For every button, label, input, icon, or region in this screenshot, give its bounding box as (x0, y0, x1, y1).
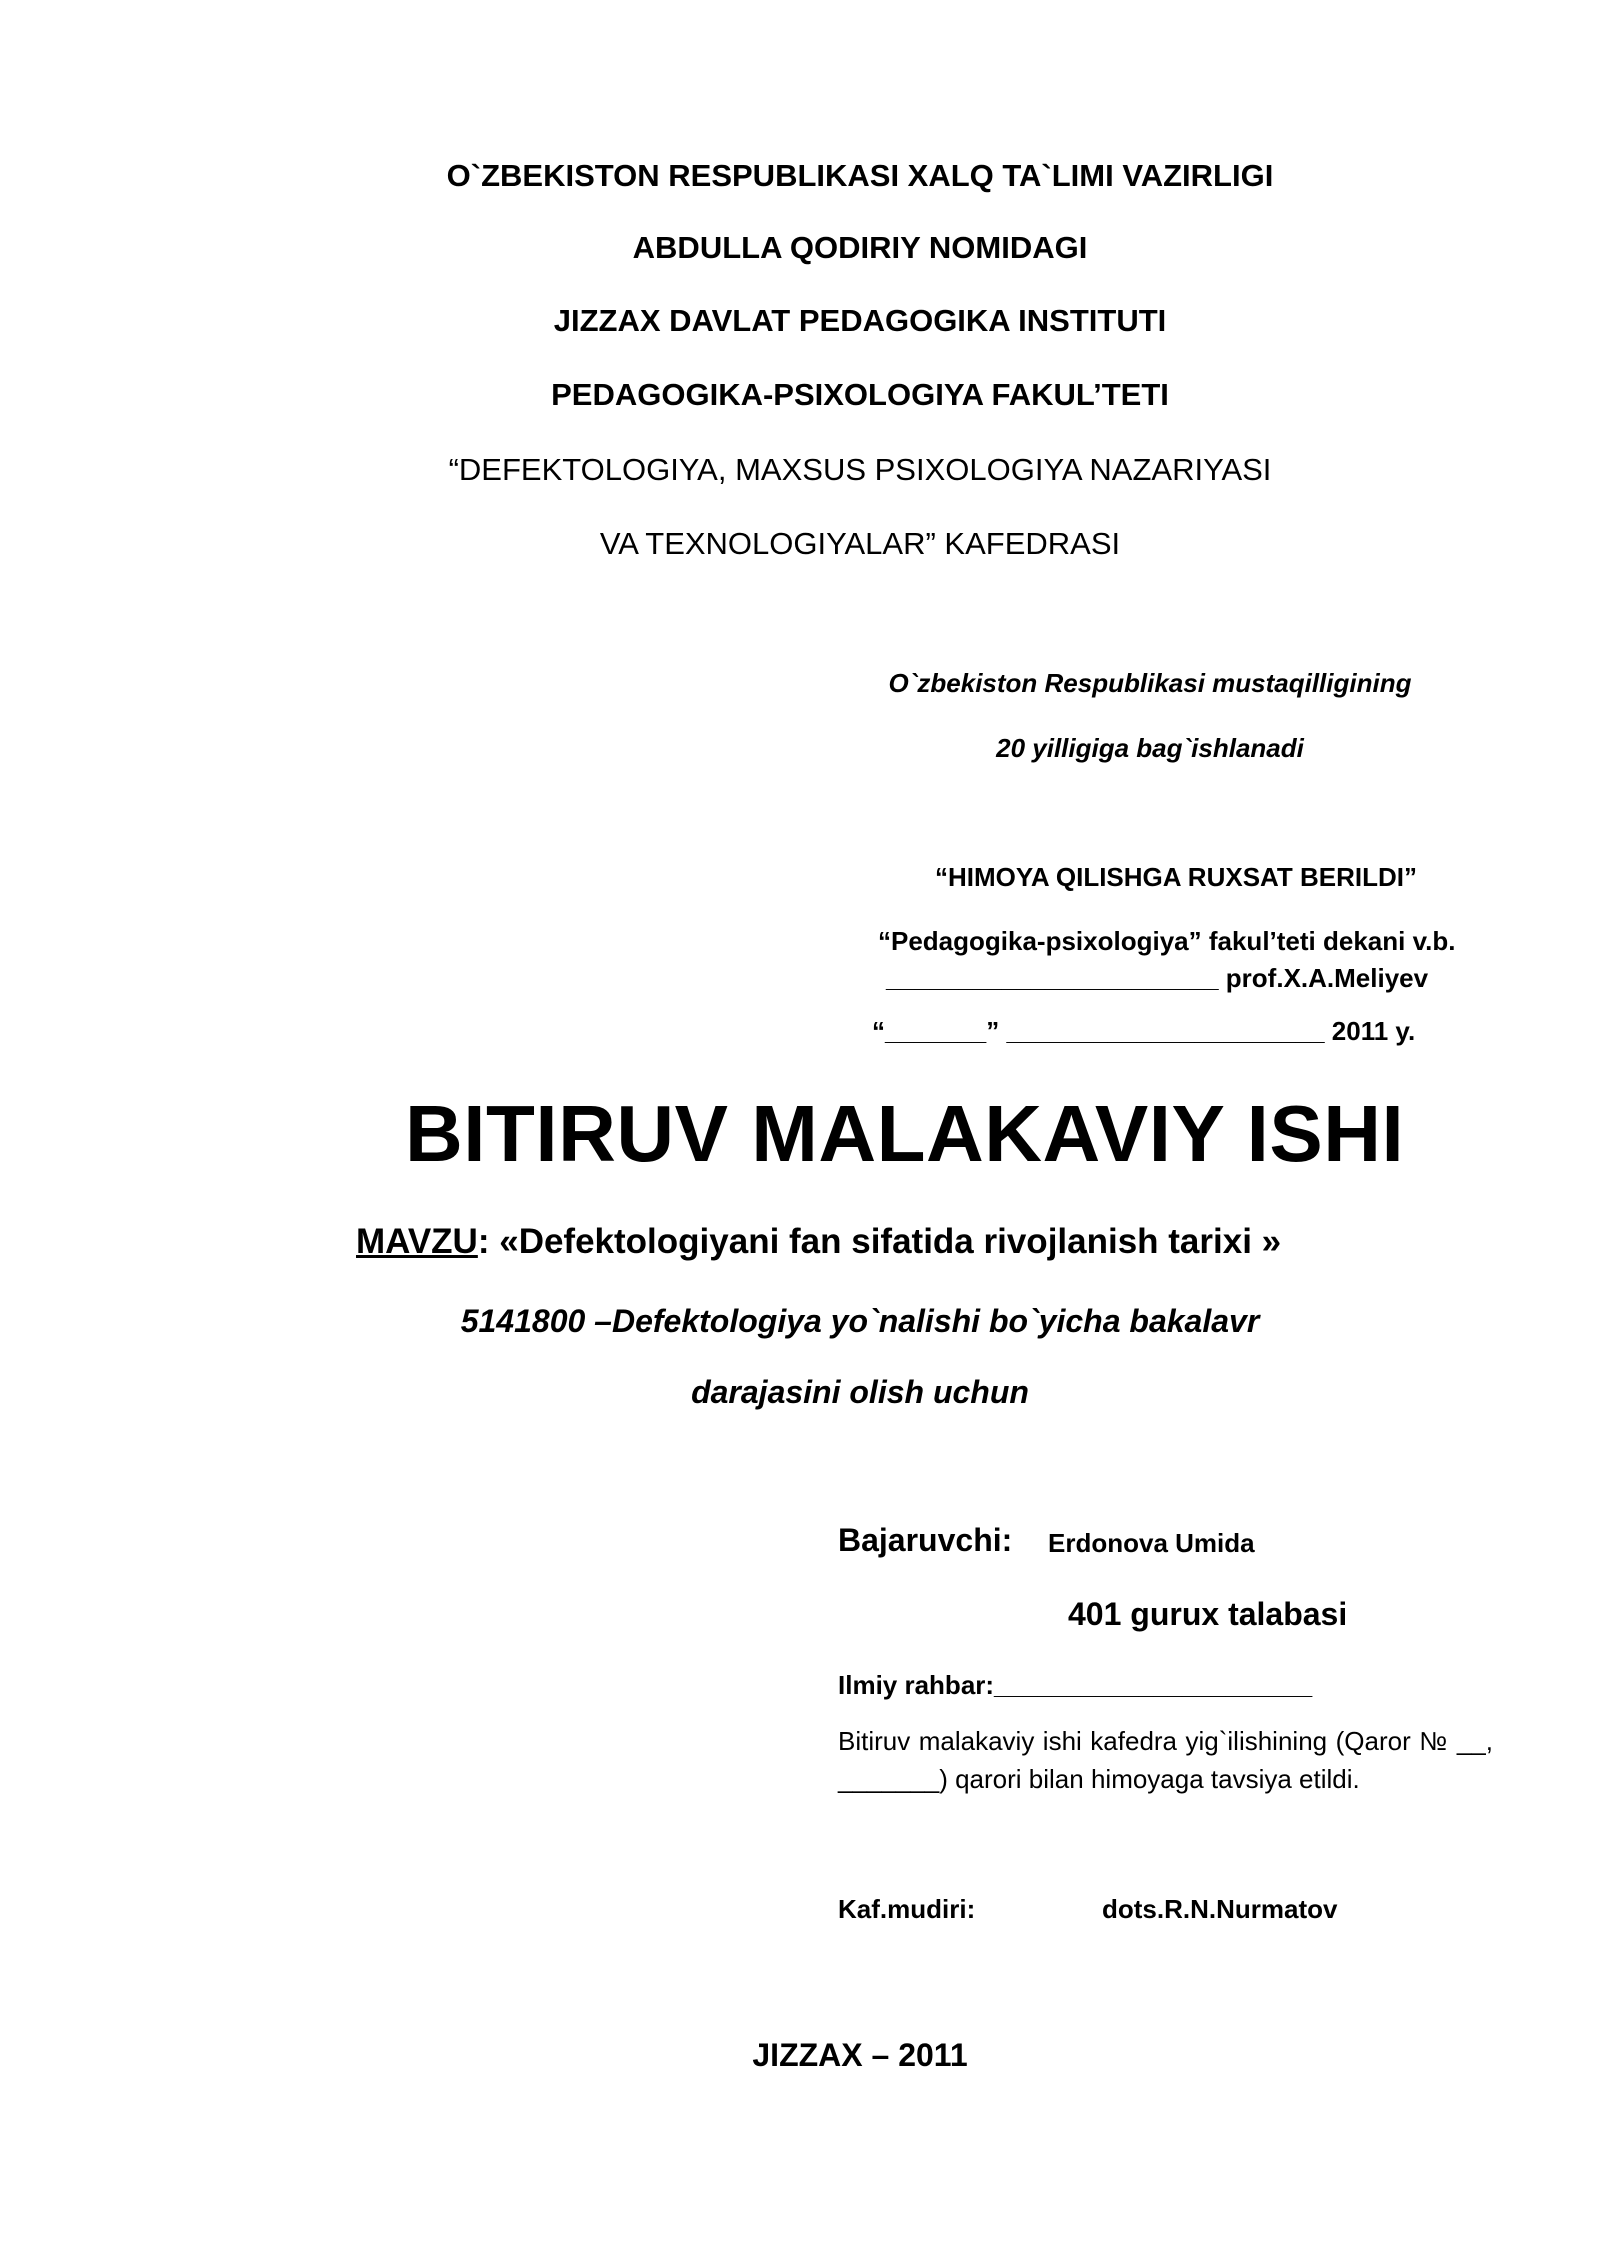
performer-name: Erdonova Umida (1048, 1528, 1255, 1558)
performer-label: Bajaruvchi: (838, 1522, 1013, 1558)
recommendation-note: Bitiruv malakaviy ishi kafedra yig`ilishining (Qaror № __, _______) qarori bilan himoyaga tavsiya etildi. (838, 1726, 1493, 1794)
institute-name-line2: JIZZAX DAVLAT PEDAGOGIKA INSTITUTI (553, 303, 1167, 338)
department-name-line2: VA TEXNOLOGIYALAR” KAFEDRASI (599, 526, 1121, 561)
faculty-name: PEDAGOGIKA-PSIXOLOGIYA FAKUL’TETI (551, 377, 1169, 412)
head-of-department-name: dots.R.N.Nurmatov (1102, 1894, 1338, 1924)
topic-text: : «Defektologiyani fan sifatida rivojlanish tarixi » (477, 1222, 1282, 1261)
topic-line (356, 1222, 1281, 1262)
specialty-line1: 5141800 –Defektologiya yo`nalishi bo`yicha bakalavr (460, 1303, 1260, 1339)
institute-name-line1: ABDULLA QODIRIY NOMIDAGI (632, 230, 1088, 265)
city-year: JIZZAX – 2011 (752, 2037, 968, 2073)
head-of-department-label: Kaf.mudiri: (838, 1894, 976, 1924)
document-title: BITIRUV MALAKAVIY ISHI (405, 1089, 1405, 1178)
specialty-line2: darajasini olish uchun (691, 1374, 1029, 1410)
topic-label: MAVZU (356, 1222, 478, 1261)
dedication-line1: O`zbekiston Respublikasi mustaqilligining (888, 668, 1412, 698)
department-name-line1: “DEFEKTOLOGIYA, MAXSUS PSIXOLOGIYA NAZARIYASI (448, 452, 1272, 487)
performer-group: 401 gurux talabasi (1068, 1596, 1348, 1632)
dean-title: “Pedagogika-psixologiya” fakul’teti dekani v.b. (878, 926, 1456, 956)
approval-heading: “HIMOYA QILISHGA RUXSAT BERILDI” (935, 862, 1417, 892)
approval-date-line: “_______” ______________________ 2011 y. (872, 1016, 1416, 1046)
dean-signature-line: _______________________ prof.X.A.Meliyev (886, 963, 1429, 993)
ministry-heading: O`ZBEKISTON RESPUBLIKASI XALQ TA`LIMI VAZIRLIGI (446, 158, 1274, 193)
dedication-line2: 20 yilligiga bag`ishlanadi (996, 733, 1304, 763)
supervisor-line: Ilmiy rahbar:______________________ (838, 1670, 1313, 1700)
